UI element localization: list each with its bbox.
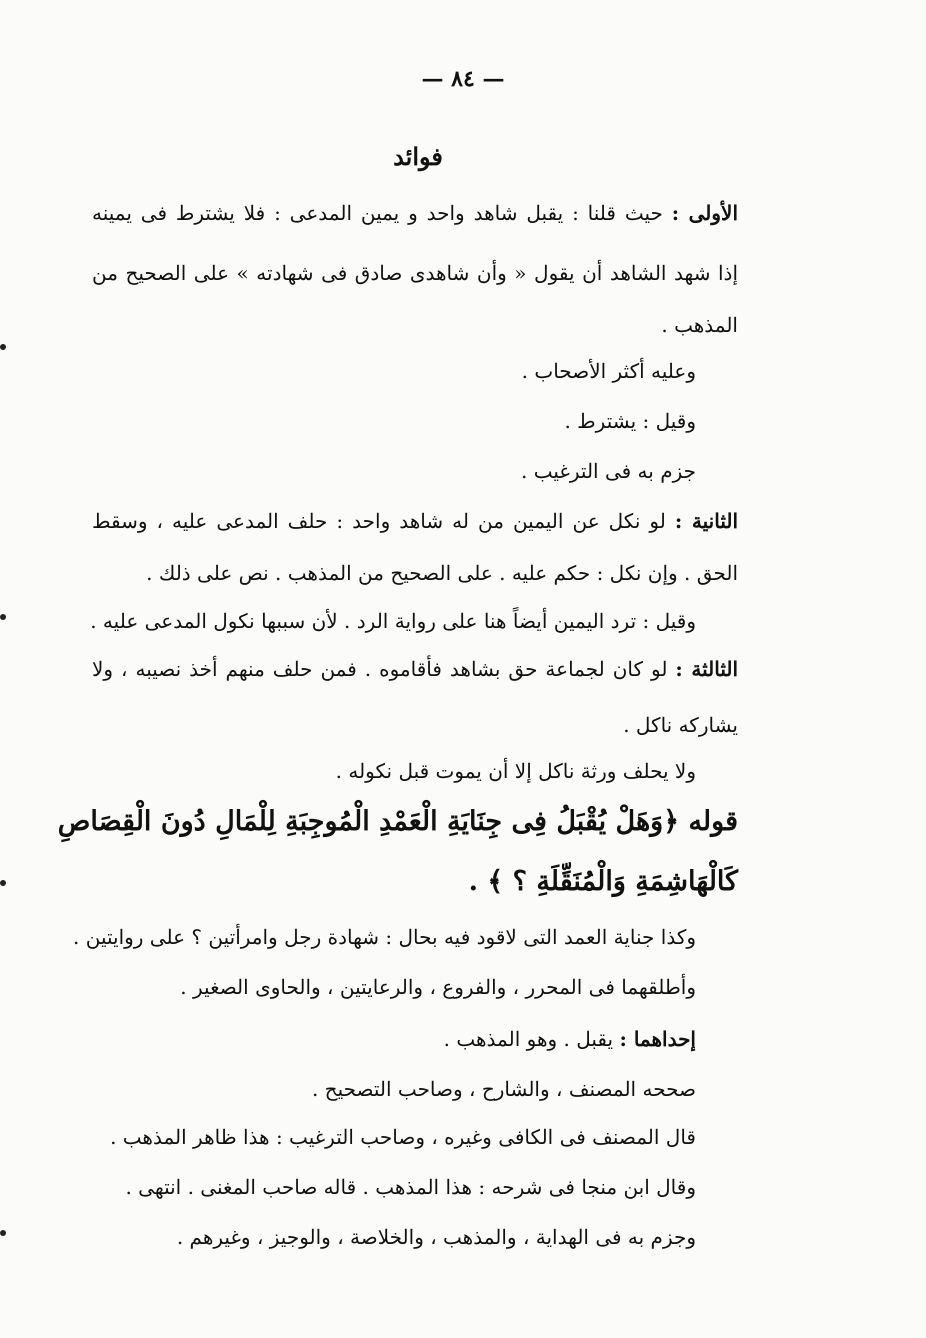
text-line xyxy=(92,198,738,228)
text-line xyxy=(73,922,696,952)
line-text: المذهب . xyxy=(661,313,738,337)
line-lead: الأولى : xyxy=(671,201,739,225)
text-line xyxy=(92,258,738,288)
page-number: — ٨٤ — xyxy=(421,66,505,92)
text-line xyxy=(564,406,696,436)
line-text: لو نكل عن اليمين من له شاهد واحد : حلف المدعى عليه ، وسقط xyxy=(92,509,675,533)
text-line xyxy=(661,310,738,340)
margin-dot xyxy=(0,880,6,886)
text-line xyxy=(146,558,738,588)
text-line xyxy=(110,1122,696,1152)
text-line xyxy=(521,456,696,486)
text-line xyxy=(92,654,738,684)
margin-dot xyxy=(0,344,6,350)
text-line xyxy=(92,506,738,536)
line-text: وقال ابن منجا فى شرحه : هذا المذهب . قاله صاحب المغنى . انتهى . xyxy=(125,1175,696,1199)
text-line xyxy=(444,1024,696,1054)
line-text: وأطلقهما فى المحرر ، والفروع ، والرعايتين ، والحاوى الصغير . xyxy=(180,975,696,999)
line-text: حيث قلنا : يقبل شاهد واحد و يمين المدعى : فلا يشترط فى يمينه xyxy=(92,201,672,225)
line-text: يقبل . وهو المذهب . xyxy=(443,1027,620,1051)
quoted-text-line: كَالْهَاشِمَةِ وَالْمُنَقِّلَةِ ؟ ﴾ . xyxy=(468,866,738,897)
line-text: إذا شهد الشاهد أن يقول « وأن شاهدى صادق فى شهادته » على الصحيح من xyxy=(92,261,738,285)
line-text: وجزم به فى الهداية ، والمذهب ، والخلاصة ، والوجيز ، وغيرهم . xyxy=(176,1225,696,1249)
line-text: جزم به فى الترغيب . xyxy=(521,459,696,483)
text-line xyxy=(90,606,696,636)
line-text: وكذا جناية العمد التى لاقود فيه بحال : شهادة رجل وامرأتين ؟ على روايتين . xyxy=(73,925,696,949)
line-text: يشاركه ناكل . xyxy=(623,713,738,737)
line-text: وعليه أكثر الأصحاب . xyxy=(521,359,696,383)
line-lead: إحداهما : xyxy=(619,1027,696,1051)
quoted-text-line: قوله ﴿وَهَلْ يُقْبَلُ فِى جِنَايَةِ الْعَمْدِ الْمُوجِبَةِ لِلْمَالِ دُونَ الْقِصَاصِ xyxy=(57,806,738,837)
text-line xyxy=(180,972,696,1002)
margin-dot xyxy=(0,614,6,620)
text-line xyxy=(623,710,738,740)
text-line xyxy=(177,1222,696,1252)
line-lead: الثانية : xyxy=(674,509,739,533)
text-line xyxy=(336,756,696,786)
line-text: قال المصنف فى الكافى وغيره ، وصاحب الترغيب : هذا ظاهر المذهب . xyxy=(110,1125,696,1149)
line-text: لو كان لجماعة حق بشاهد فأقاموه . فمن حلف منهم أخذ نصيبه ، ولا xyxy=(92,657,676,681)
section-heading: فوائد xyxy=(393,142,443,171)
line-text: صححه المصنف ، والشارح ، وصاحب التصحيح . xyxy=(311,1077,696,1101)
text-line xyxy=(522,356,696,386)
line-text: وقيل : ترد اليمين أيضاً هنا على رواية الرد . لأن سببها نكول المدعى عليه . xyxy=(90,609,696,633)
line-lead: الثالثة : xyxy=(675,657,738,681)
text-line xyxy=(312,1074,696,1104)
line-text: الحق . وإن نكل : حكم عليه . على الصحيح من المذهب . نص على ذلك . xyxy=(146,561,738,585)
margin-dot xyxy=(0,1230,6,1236)
text-line xyxy=(125,1172,696,1202)
line-text: ولا يحلف ورثة ناكل إلا أن يموت قبل نكوله . xyxy=(335,759,696,783)
line-text: وقيل : يشترط . xyxy=(564,409,696,433)
